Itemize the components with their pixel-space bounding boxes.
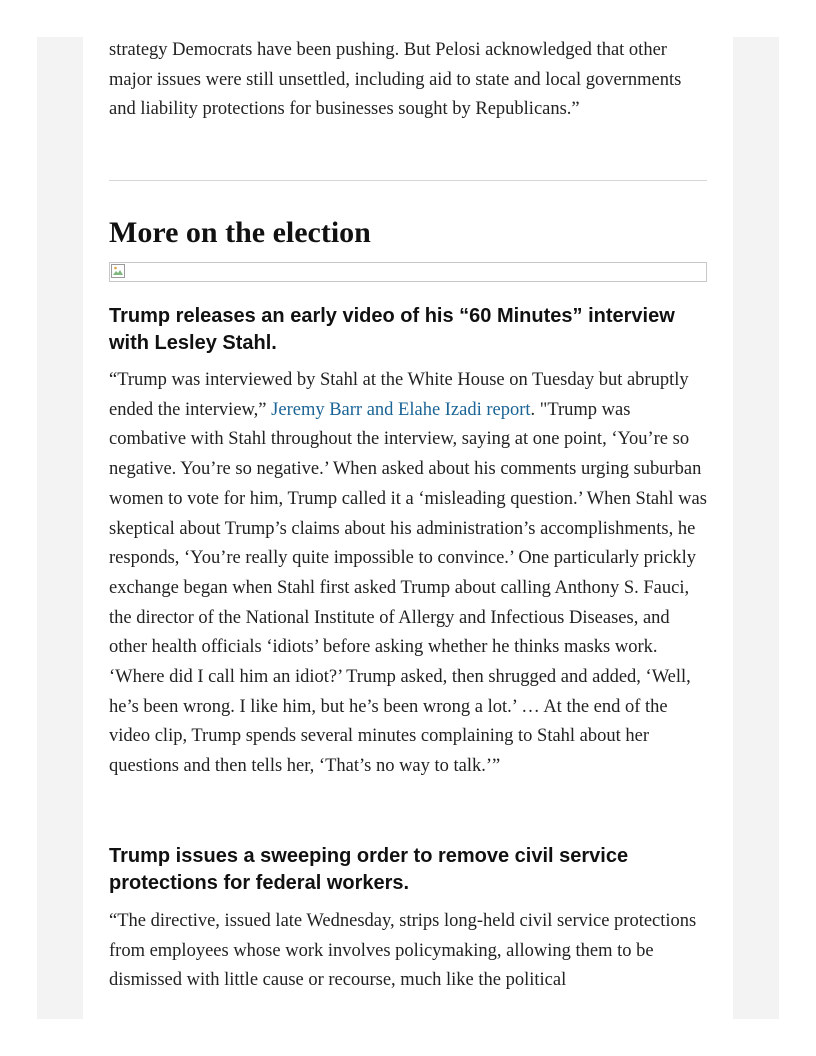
lead-paragraph: strategy Democrats have been pushing. But Pelosi acknowledged that other major issues were still unsettled, including aid to state and local governments and liability protections for businesses sought by Republicans.” [109, 40, 682, 120]
story-headline[interactable]: Trump releases an early video of his “60 Minutes” interview with Lesley Stahl. [109, 305, 675, 354]
report-link[interactable]: Jeremy Barr and Elahe Izadi report [271, 399, 531, 420]
story-body [109, 366, 707, 782]
story-body: “The directive, issued late Wednesday, strips long-held civil service protections from employees whose work involves policymaking, allowing them to be dismissed with little cause or recourse, much like the political [109, 911, 697, 991]
story-body-text: . "Trump was combative with Stahl throughout the interview, saying at one point, ‘You’re so negative. You’re so negative.’ When asked about his comments urging suburban women to vote for him, Trump called it a ‘misleading question.’ When Stahl was skeptical about Trump’s claims about his administration’s accomplishments, he responds, ‘You’re really quite impossible to convince.’ One particularly prickly exchange began when Stahl first asked Trump about calling Anthony S. Fauci, the director of the National Institute of Allergy and Infectious Diseases, and other health officials ‘idiots’ before asking whether he thinks masks work. ‘Where did I call him an idiot?’ Trump asked, then shrugged and added, ‘Well, he’s been wrong. I like him, but he’s been wrong a lot.’ … At the end of the video clip, Trump spends several minutes complaining to Stahl about her questions and then tells her, ‘That’s no way to talk.’” [109, 399, 707, 777]
story-body-text: “Trump was interviewed by Stahl at the White House on Tuesday but abruptly ended the interview,” [109, 370, 689, 420]
broken-image-icon [111, 264, 125, 278]
story-image [109, 262, 707, 282]
story-headline[interactable]: Trump issues a sweeping order to remove civil service protections for federal workers. [109, 845, 629, 894]
section-title: More on the election [109, 216, 371, 249]
article-column [83, 37, 733, 1019]
section-divider [109, 180, 707, 181]
